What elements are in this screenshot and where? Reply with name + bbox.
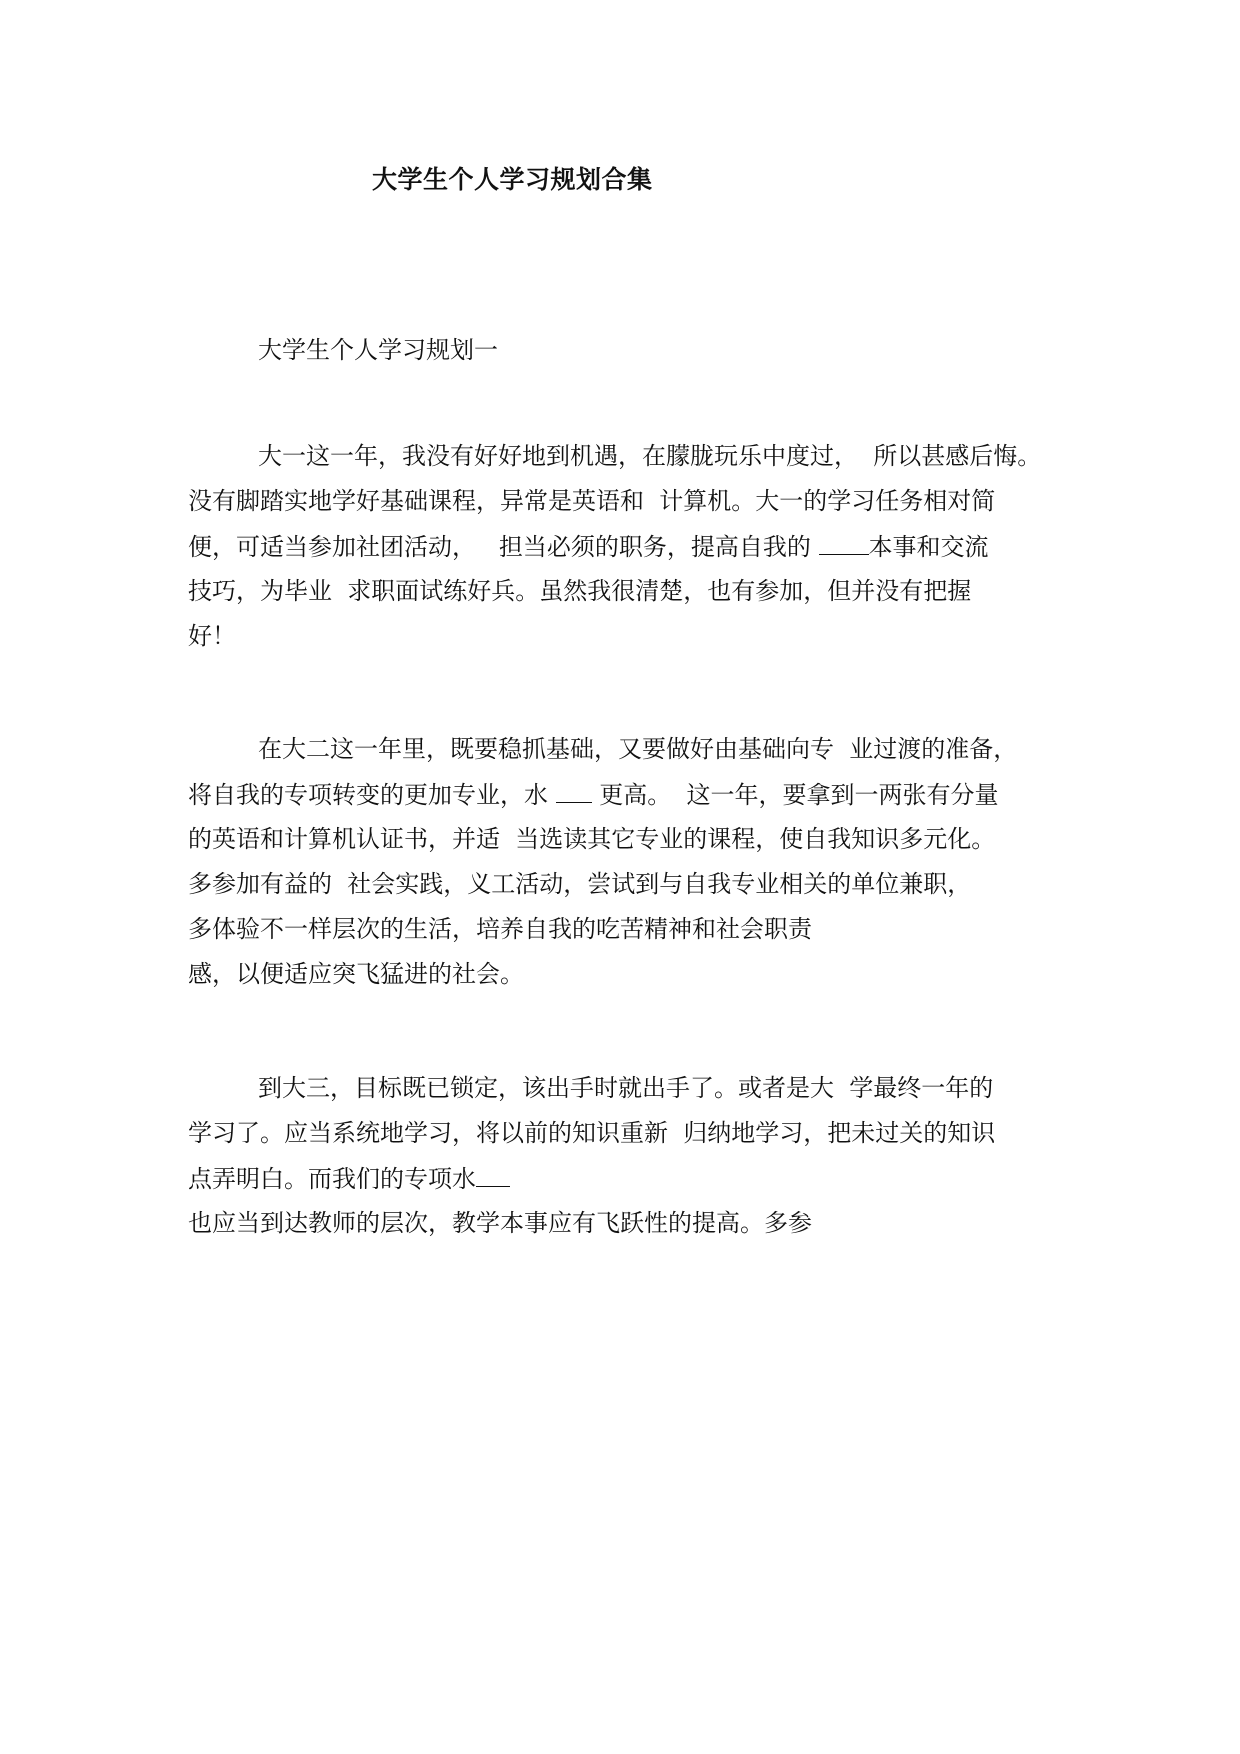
fill-blank <box>819 524 869 555</box>
paragraph-line <box>188 1156 1088 1201</box>
paragraph-line: 学习了。应当系统地学习，将以前的知识重新 归纳地学习，把未过关的知识 <box>188 1119 996 1147</box>
fill-blank <box>556 772 592 803</box>
paragraph-1 <box>188 434 1088 659</box>
paragraph-line: 技巧，为毕业 求职面试练好兵。虽然我很清楚，也有参加，但并没有把握 <box>188 577 972 605</box>
line-segment: 点弄明白。而我们的专项水 <box>188 1165 476 1193</box>
paragraph-line: 大一这一年，我没有好好地到机遇，在朦胧玩乐中度过， 所以甚感后悔。 <box>258 442 1042 470</box>
line-segment: 便，可适当参加社团活动， 担当必须的职务，提高自我的 <box>188 533 819 561</box>
line-segment: 将自我的专项转变的更加专业，水 <box>188 781 556 809</box>
paragraph-line: 的英语和计算机认证书，并适 当选读其它专业的课程，使自我知识多元化。 <box>188 825 996 853</box>
paragraph-line: 到大三，目标既已锁定，该出手时就出手了。或者是大 学最终一年的 <box>258 1074 994 1102</box>
paragraph-2 <box>188 727 1088 997</box>
paragraph-3 <box>188 1066 1088 1246</box>
paragraph-line: 好！ <box>188 622 236 650</box>
paragraph-line: 多体验不一样层次的生活，培养自我的吃苦精神和社会职责 <box>188 915 812 943</box>
line-segment: 更高。 这一年，要拿到一两张有分量 <box>591 781 999 809</box>
fill-blank <box>476 1156 510 1187</box>
paragraph-line <box>188 524 1088 569</box>
paragraph-line <box>188 772 1088 817</box>
section-heading: 大学生个人学习规划一 <box>258 336 498 364</box>
document-title: 大学生个人学习规划合集 <box>372 165 653 194</box>
paragraph-line: 也应当到达教师的层次，教学本事应有飞跃性的提高。多参 <box>188 1209 812 1237</box>
line-segment: 本事和交流 <box>868 533 989 561</box>
paragraph-line: 感，以便适应突飞猛进的社会。 <box>188 960 524 988</box>
paragraph-line: 没有脚踏实地学好基础课程，异常是英语和 计算机。大一的学习任务相对简 <box>188 487 996 515</box>
paragraph-line: 在大二这一年里，既要稳抓基础，又要做好由基础向专 业过渡的准备， <box>258 735 1018 763</box>
paragraph-line: 多参加有益的 社会实践，义工活动，尝试到与自我专业相关的单位兼职， <box>188 870 972 898</box>
